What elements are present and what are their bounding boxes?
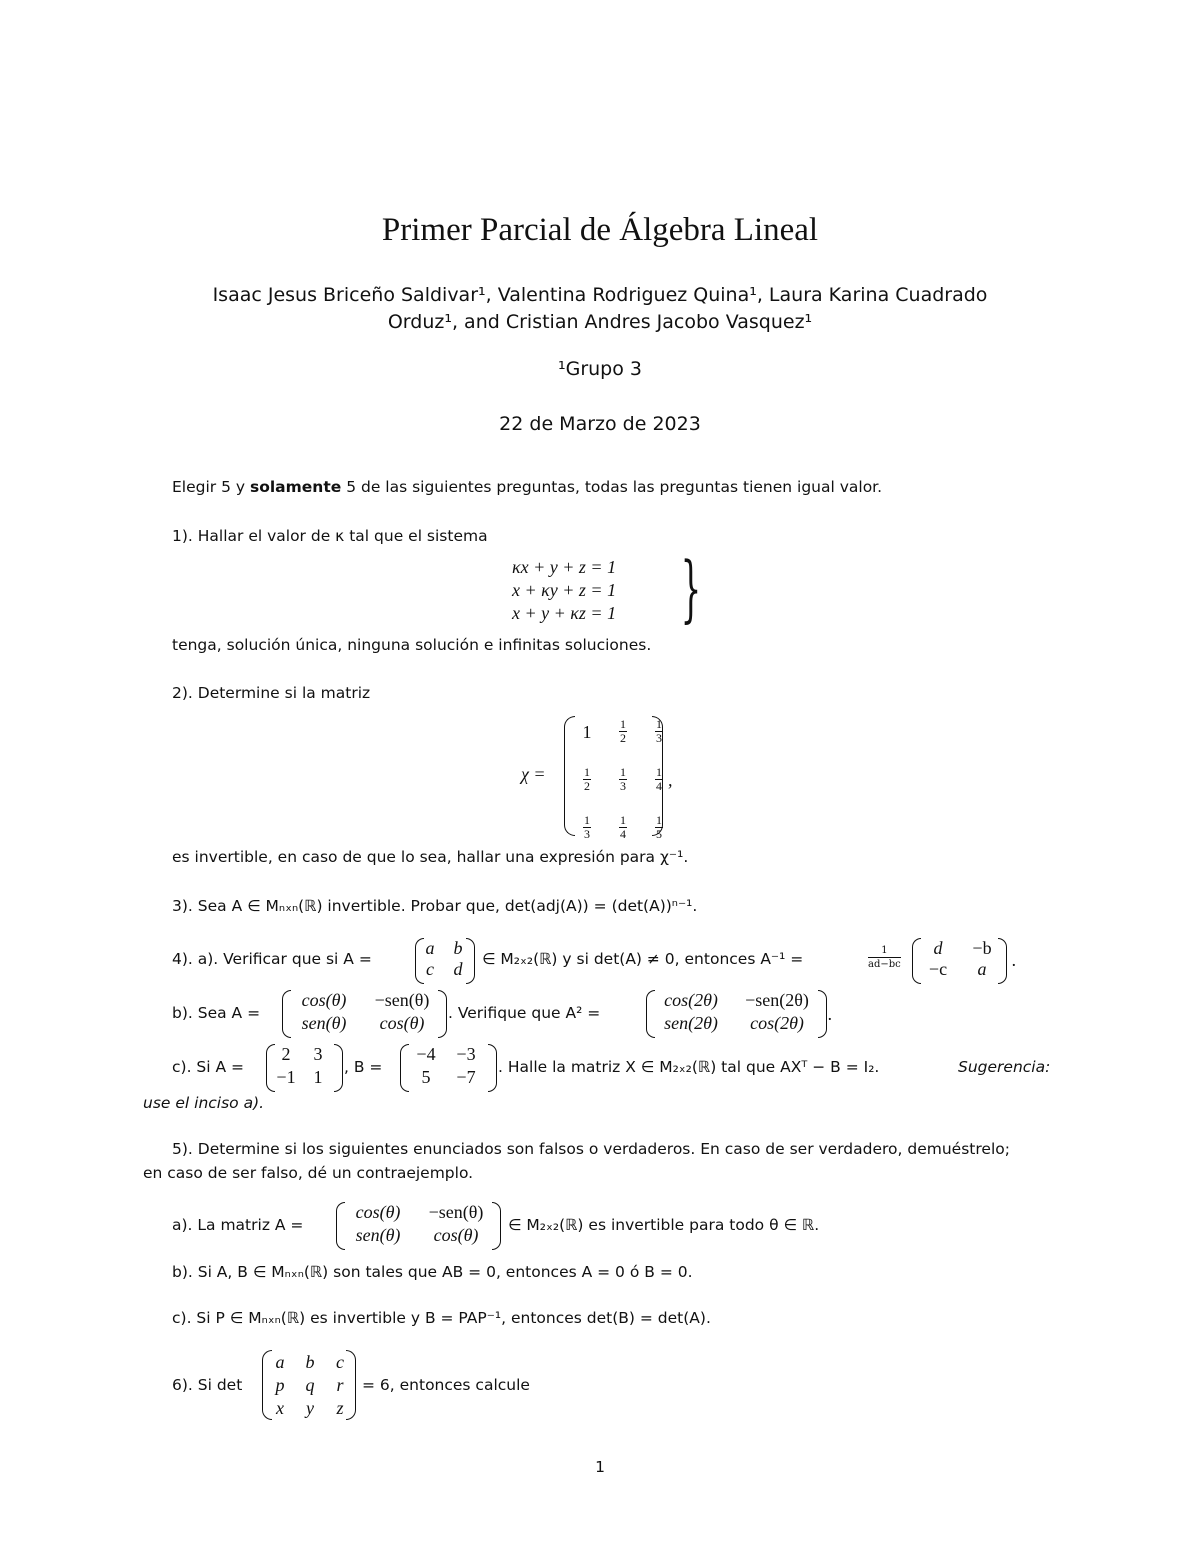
q4b-pre: b). Sea A = bbox=[172, 1004, 261, 1022]
intro-text bbox=[172, 478, 882, 496]
q3-text: 3). Sea A ∈ Mₙₓₙ(ℝ) invertible. Probar que, det(adj(A)) = (det(A))ⁿ⁻¹. bbox=[172, 897, 698, 915]
matrix-cell: y bbox=[306, 1398, 314, 1418]
matrix-cell: d bbox=[453, 959, 463, 979]
matrix-cell: −1 bbox=[276, 1067, 296, 1087]
matrix-cell: −sen(θ) bbox=[428, 1202, 484, 1222]
intro-post: 5 de las siguientes preguntas, todas las preguntas tienen igual valor. bbox=[341, 478, 883, 496]
q4c-hint: Sugerencia: bbox=[958, 1058, 1051, 1076]
q5a-post: ∈ M₂ₓ₂(ℝ) es invertible para todo θ ∈ ℝ. bbox=[508, 1216, 820, 1234]
paper-title: Primer Parcial de Álgebra Lineal bbox=[381, 212, 819, 248]
q4c-pre: c). Si A = bbox=[172, 1058, 245, 1076]
intro-pre: Elegir 5 y bbox=[172, 478, 250, 496]
q2-after: es invertible, en caso de que lo sea, hallar una expresión para χ⁻¹. bbox=[172, 848, 689, 866]
q1-eq3: x + y + κz = 1 bbox=[512, 603, 617, 623]
matrix-cell: $\frac{1}{4}$ bbox=[620, 813, 626, 841]
matrix-cell: $\frac{1}{3}$ bbox=[620, 765, 626, 793]
matrix-cell: −sen(2θ) bbox=[745, 990, 809, 1010]
q5a-A-right-paren bbox=[492, 1202, 501, 1250]
matrix-cell: cos(θ) bbox=[355, 1202, 401, 1222]
q4a-fraction bbox=[868, 944, 901, 971]
matrix-cell: −sen(θ) bbox=[374, 990, 430, 1010]
q4c-mid2: . Halle la matriz X ∈ M₂ₓ₂(ℝ) tal que AXᵀ − B = I₂. bbox=[498, 1058, 880, 1076]
q1-after: tenga, solución única, ninguna solución e infinitas soluciones. bbox=[172, 636, 652, 654]
matrix-cell: cos(θ) bbox=[433, 1225, 479, 1245]
matrix-cell: cos(2θ) bbox=[664, 990, 718, 1010]
authors-line-2: Orduz¹, and Cristian Andres Jacobo Vasquez¹ bbox=[387, 311, 813, 333]
matrix-cell: sen(θ) bbox=[301, 1013, 347, 1033]
matrix-cell: a bbox=[275, 1352, 285, 1372]
authors-line-1: Isaac Jesus Briceño Saldivar¹, Valentina Rodriguez Quina¹, Laura Karina Cuadrado bbox=[212, 284, 988, 306]
q2-text: 2). Determine si la matriz bbox=[172, 684, 371, 702]
matrix-cell: sen(θ) bbox=[355, 1225, 401, 1245]
q1-eq2: x + κy + z = 1 bbox=[512, 580, 617, 600]
matrix-cell: r bbox=[336, 1375, 344, 1395]
q4a-pre: 4). a). Verificar que si A = bbox=[172, 950, 372, 968]
matrix-cell: −4 bbox=[416, 1044, 436, 1064]
q1-eq1: κx + y + z = 1 bbox=[512, 557, 617, 577]
q4c-A-right-paren bbox=[334, 1044, 343, 1092]
affiliation: ¹Grupo 3 bbox=[557, 358, 642, 380]
q4a-frac-den: ad−bc bbox=[868, 959, 901, 970]
matrix-cell: d bbox=[933, 938, 943, 958]
q4b-A-right-paren bbox=[438, 990, 447, 1038]
q5a-pre: a). La matriz A = bbox=[172, 1216, 304, 1234]
q5c-text: c). Si P ∈ Mₙₓₙ(ℝ) es invertible y B = PAP⁻¹, entonces det(B) = det(A). bbox=[172, 1309, 711, 1327]
matrix-cell: $\frac{1}{2}$ bbox=[584, 765, 590, 793]
q4b-period: . bbox=[828, 1004, 833, 1024]
q4a-period: . bbox=[1012, 950, 1017, 970]
matrix-cell: $\frac{1}{2}$ bbox=[620, 717, 626, 745]
matrix-cell: a bbox=[977, 959, 987, 979]
q6-pre: 6). Si det bbox=[172, 1376, 243, 1394]
q6-post: = 6, entonces calcule bbox=[362, 1376, 530, 1394]
q4c-B-right-paren bbox=[488, 1044, 497, 1092]
page-number: 1 bbox=[595, 1458, 605, 1476]
matrix-cell: a bbox=[425, 938, 435, 958]
matrix-cell: cos(θ) bbox=[301, 990, 347, 1010]
matrix-cell: $\frac{1}{5}$ bbox=[656, 813, 662, 841]
matrix-cell: 2 bbox=[281, 1044, 291, 1064]
matrix-cell: 1 bbox=[582, 722, 592, 742]
q4c-mid1: , B = bbox=[344, 1058, 383, 1076]
matrix-cell: cos(θ) bbox=[379, 1013, 425, 1033]
matrix-cell: b bbox=[453, 938, 463, 958]
matrix-cell: b bbox=[305, 1352, 315, 1372]
q4a-mid: ∈ M₂ₓ₂(ℝ) y si det(A) ≠ 0, entonces A⁻¹ = bbox=[482, 950, 804, 968]
q1-text: 1). Hallar el valor de κ tal que el sistema bbox=[172, 527, 488, 545]
matrix-cell: 3 bbox=[313, 1044, 323, 1064]
matrix-cell: c bbox=[336, 1352, 344, 1372]
q4a-frac-num: 1 bbox=[868, 944, 901, 958]
chi-comma: , bbox=[668, 770, 673, 790]
q5-text-2: en caso de ser falso, dé un contraejemplo. bbox=[143, 1164, 474, 1182]
q2-lhs: χ = bbox=[521, 764, 546, 784]
matrix-cell: 5 bbox=[421, 1067, 431, 1087]
matrix-cell: z bbox=[336, 1398, 344, 1418]
q4c-hint-2: use el inciso a). bbox=[143, 1094, 265, 1112]
q1-right-brace: } bbox=[680, 546, 702, 630]
q5b-text: b). Si A, B ∈ Mₙₓₙ(ℝ) son tales que AB = 0, entonces A = 0 ó B = 0. bbox=[172, 1263, 693, 1281]
intro-bold: solamente bbox=[249, 478, 342, 496]
matrix-cell: c bbox=[426, 959, 434, 979]
matrix-cell: x bbox=[276, 1398, 284, 1418]
matrix-cell: 1 bbox=[313, 1067, 323, 1087]
matrix-cell: p bbox=[275, 1375, 285, 1395]
matrix-cell: −7 bbox=[456, 1067, 476, 1087]
matrix-cell: −c bbox=[928, 959, 948, 979]
matrix-cell: sen(2θ) bbox=[664, 1013, 718, 1033]
matrix-cell: $\frac{1}{3}$ bbox=[584, 813, 590, 841]
q5-text-1: 5). Determine si los siguientes enunciados son falsos o verdaderos. En caso de ser verdadero, demuéstrelo; bbox=[172, 1140, 1010, 1158]
q4b-A2-right-paren bbox=[818, 990, 827, 1038]
q4b-mid: . Verifique que A² = bbox=[448, 1004, 601, 1022]
matrix-cell: −b bbox=[972, 938, 992, 958]
matrix-cell: −3 bbox=[456, 1044, 476, 1064]
matrix-cell: $\frac{1}{4}$ bbox=[656, 765, 662, 793]
matrix-cell: cos(2θ) bbox=[750, 1013, 804, 1033]
matrix-cell: q bbox=[305, 1375, 315, 1395]
date: 22 de Marzo de 2023 bbox=[499, 413, 701, 435]
matrix-cell: $\frac{1}{3}$ bbox=[656, 717, 662, 745]
